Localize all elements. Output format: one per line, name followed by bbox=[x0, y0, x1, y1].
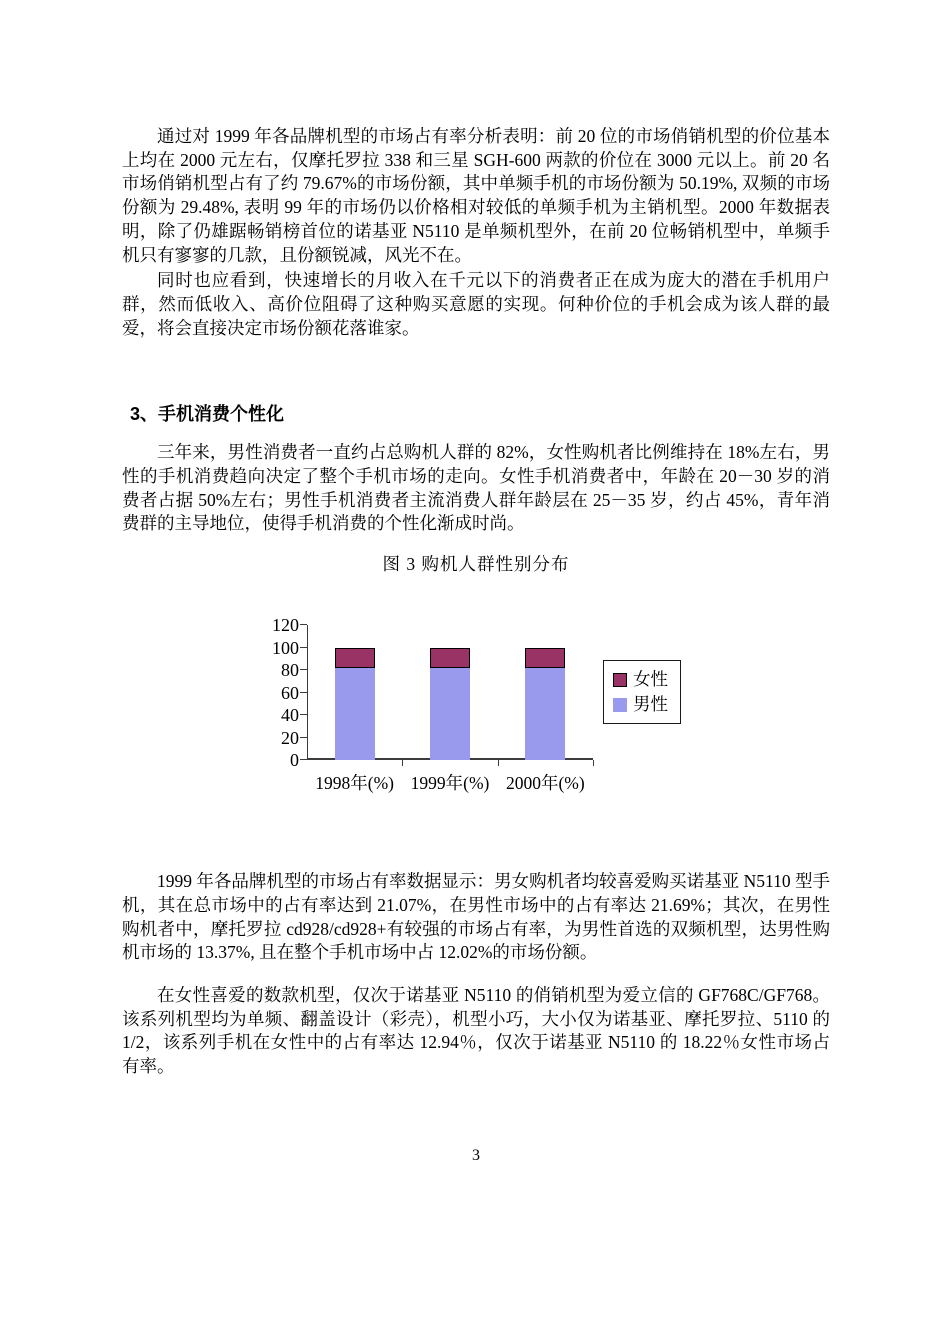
y-axis-tick-label: 60 bbox=[281, 682, 299, 703]
bar-segment-男性 bbox=[525, 668, 565, 760]
y-axis-tick-label: 120 bbox=[272, 615, 299, 636]
x-axis-category-label: 1999年(%) bbox=[410, 773, 490, 794]
x-axis-tick bbox=[498, 760, 499, 766]
legend-label: 女性 bbox=[633, 669, 668, 690]
y-axis-tick bbox=[300, 714, 307, 715]
y-axis-tick-label: 20 bbox=[281, 727, 299, 748]
y-axis-tick bbox=[300, 759, 307, 760]
page-content bbox=[122, 0, 830, 1168]
x-axis-category-label: 1998年(%) bbox=[315, 773, 395, 794]
paragraph-gender-trends: 三年来，男性消费者一直约占总购机人群的 82%，女性购机者比例维持在 18%左右，男性的手机消费趋向决定了整个手机市场的走向。女性手机消费者中，年龄在 20－30 岁的消费者占据 50%左右；男性手机消费者主流消费人群年龄层在 25－35 岁，约占 45%，青年消费群的主导地位，使得手机消费的个性化渐成时尚。 bbox=[122, 442, 830, 534]
bar-segment-男性 bbox=[430, 668, 470, 760]
y-axis-tick-label: 80 bbox=[281, 660, 299, 681]
x-axis-tick bbox=[593, 760, 594, 766]
gender-distribution-chart bbox=[122, 615, 830, 808]
y-axis-tick-label: 40 bbox=[281, 705, 299, 726]
bar-segment-女性 bbox=[335, 648, 375, 668]
y-axis-tick bbox=[300, 647, 307, 648]
y-axis-tick bbox=[300, 669, 307, 670]
legend-item-女性 bbox=[613, 670, 680, 689]
paragraph-potential-users: 同时也应看到，快速增长的月收入在千元以下的消费者正在成为庞大的潜在手机用户群，然而低收入、高价位阻碍了这种购买意愿的实现。何种价位的手机会成为该人群的最爱，将会直接决定市场份额花落谁家。 bbox=[122, 270, 830, 338]
x-axis-tick bbox=[402, 760, 403, 766]
x-axis-category-label: 2000年(%) bbox=[505, 773, 585, 794]
page-number: 3 bbox=[472, 1146, 480, 1164]
legend-swatch-icon bbox=[613, 673, 627, 687]
y-axis-tick-label: 100 bbox=[272, 637, 299, 658]
y-axis-tick-label: 0 bbox=[290, 750, 299, 771]
bar-segment-男性 bbox=[335, 668, 375, 760]
figure-caption: 图 3 购机人群性别分布 bbox=[382, 554, 570, 575]
legend-item-男性 bbox=[613, 695, 680, 714]
chart-legend bbox=[603, 660, 681, 724]
paragraph-nokia-share: 1999 年各品牌机型的市场占有率数据显示：男女购机者均较喜爱购买诺基亚 N5110 型手机，其在总市场中的占有率达到 21.07%，在男性市场中的占有率达 21.69%；其次，在男性购机者中，摩托罗拉 cd928/cd928+有较强的市场占有率，为男性首选的双频机型，达男性购机市场的 13.37%, 且在整个手机市场中占 12.02%的市场份额。 bbox=[122, 871, 830, 963]
y-axis-tick bbox=[300, 624, 307, 625]
bar-segment-女性 bbox=[525, 648, 565, 668]
y-axis-tick bbox=[300, 737, 307, 738]
paragraph-ericsson-women: 在女性喜爱的数款机型，仅次于诺基亚 N5110 的俏销机型为爱立信的 GF768C/GF768。该系列机型均为单频、翻盖设计（彩壳），机型小巧，大小仅为诺基亚、摩托罗拉、5110 的 1/2，该系列手机在女性中的占有率达 12.94％，仅次于诺基亚 N5110 的 18.22％女性市场占有率。 bbox=[122, 984, 830, 1077]
y-axis-tick bbox=[300, 692, 307, 693]
section-heading-personalization: 3、手机消费个性化 bbox=[130, 404, 285, 425]
bar-segment-女性 bbox=[430, 648, 470, 668]
paragraph-market-share-1999: 通过对 1999 年各品牌机型的市场占有率分析表明：前 20 位的市场俏销机型的价位基本上均在 2000 元左右，仅摩托罗拉 338 和三星 SGH-600 两款的价位在 3000 元以上。前 20 名市场俏销机型占有了约 79.67%的市场份额，其中单频手机的市场份额为 50.19%, 双频的市场份额为 29.48%, 表明 99 年的市场仍以价格相对较低的单频手机为主销机型。2000 年数据表明，除了仍雄踞畅销榜首位的诺基亚 N5110 是单频机型外，在前 20 位畅销机型中，单频手机只有寥寥的几款，且份额锐减，风光不在。 bbox=[122, 126, 830, 265]
legend-swatch-icon bbox=[613, 698, 627, 712]
legend-label: 男性 bbox=[633, 694, 668, 715]
